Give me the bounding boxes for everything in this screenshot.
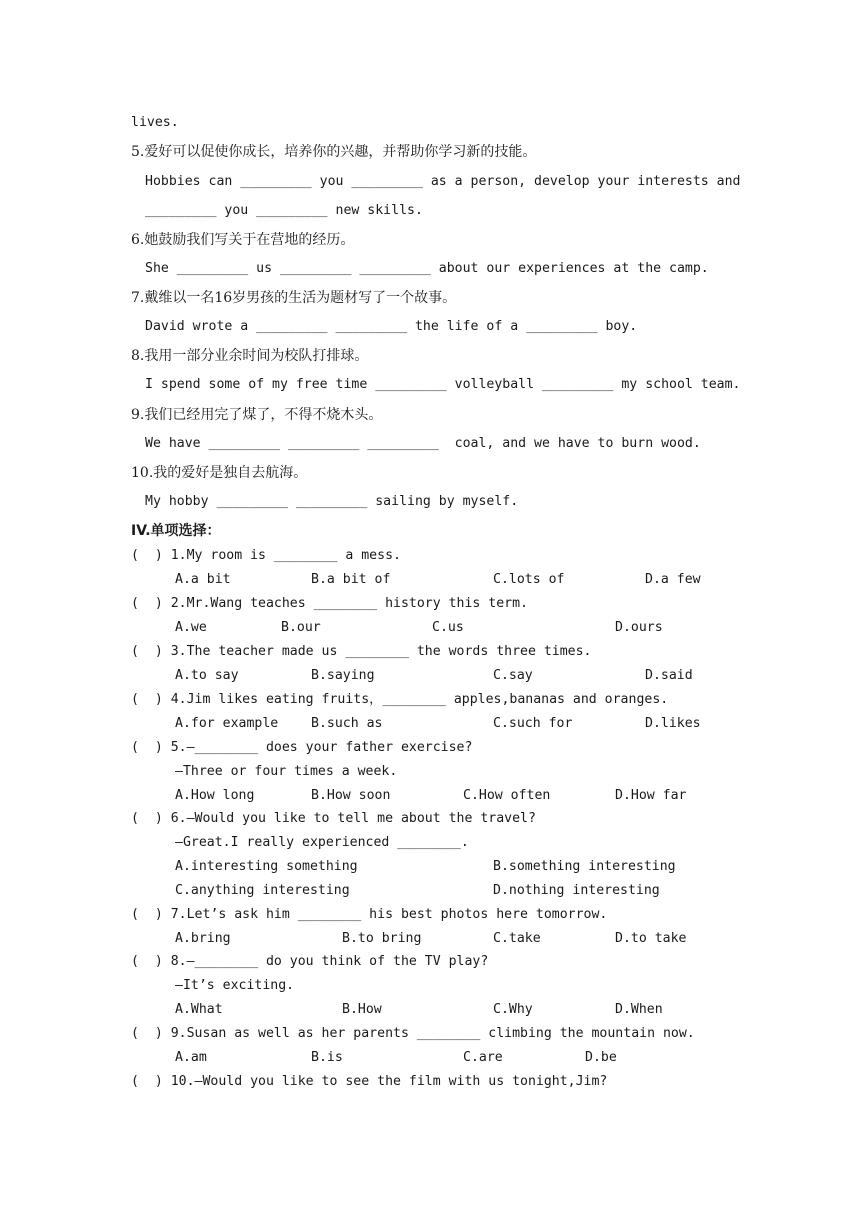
mcq-6-option-c: C.anything interesting (175, 883, 350, 898)
mcq-4-option-c: C.such for (493, 716, 573, 731)
mcq-2-option-c: C.us (432, 620, 464, 635)
mcq-6-option-a: A.interesting something (175, 859, 358, 874)
mcq-9-stem: ( ) 9.Susan as well as her parents ________ climbing the mountain now. (131, 1026, 695, 1041)
q9-english: We have _________ _________ _________ coal, and we have to burn wood. (145, 436, 701, 451)
mcq-2-stem: ( ) 2.Mr.Wang teaches ________ history this term. (131, 596, 528, 611)
q7-chinese: 7.戴维以一名16岁男孩的生活为题材写了一个故事。 (131, 290, 457, 306)
prev-question-tail: lives. (131, 115, 179, 130)
q7-english: David wrote a _________ _________ the life of a _________ boy. (145, 319, 638, 334)
mcq-2-option-a: A.we (175, 620, 207, 635)
mcq-9-option-b: B.is (311, 1050, 343, 1065)
mcq-4-stem: ( ) 4.Jim likes eating fruits，________ apples,bananas and oranges. (131, 692, 669, 707)
mcq-8-dialogue: —It’s exciting. (175, 978, 295, 993)
q6-english: She _________ us _________ _________ about our experiences at the camp. (145, 261, 709, 276)
mcq-8-stem: ( ) 8.—________ do you think of the TV play? (131, 954, 489, 969)
q8-english: I spend some of my free time _________ volleyball _________ my school team. (145, 377, 741, 392)
mcq-8-option-d: D.When (615, 1002, 663, 1017)
q10-english: My hobby _________ _________ sailing by myself. (145, 494, 519, 509)
mcq-1-option-a: A.a bit (175, 572, 231, 587)
section-heading: IV.单项选择： (131, 523, 221, 539)
mcq-8-option-b: B.How (342, 1002, 382, 1017)
q9-chinese: 9.我们已经用完了煤了，不得不烧木头。 (131, 407, 383, 423)
mcq-6-option-b: B.something interesting (493, 859, 676, 874)
mcq-4-option-a: A.for example (175, 716, 279, 731)
mcq-10-stem: ( ) 10.—Would you like to see the film with us tonight,Jim? (131, 1074, 608, 1089)
mcq-5-stem: ( ) 5.—________ does your father exercise? (131, 740, 473, 755)
mcq-6-option-d: D.nothing interesting (493, 883, 660, 898)
q10-chinese: 10.我的爱好是独自去航海。 (131, 465, 308, 481)
q6-chinese: 6.她鼓励我们写关于在营地的经历。 (131, 232, 355, 248)
mcq-8-option-c: C.Why (493, 1002, 533, 1017)
mcq-2-option-d: D.ours (615, 620, 663, 635)
mcq-9-option-d: D.be (585, 1050, 617, 1065)
mcq-5-option-b: B.How soon (311, 788, 391, 803)
mcq-1-option-c: C.lots of (493, 572, 565, 587)
q5-english-line1: Hobbies can _________ you _________ as a person, develop your interests and (145, 174, 741, 189)
mcq-4-option-d: D.likes (645, 716, 701, 731)
mcq-5-option-a: A.How long (175, 788, 255, 803)
mcq-7-stem: ( ) 7.Let’s ask him ________ his best photos here tomorrow. (131, 907, 608, 922)
mcq-7-option-a: A.bring (175, 931, 231, 946)
mcq-3-option-d: D.said (645, 668, 693, 683)
mcq-3-option-c: C.say (493, 668, 533, 683)
mcq-5-dialogue: —Three or four times a week. (175, 764, 398, 779)
mcq-5-option-d: D.How far (615, 788, 687, 803)
q5-chinese: 5.爱好可以促使你成长，培养你的兴趣，并帮助你学习新的技能。 (131, 144, 537, 160)
mcq-7-option-b: B.to bring (342, 931, 422, 946)
q5-english-line2: _________ you _________ new skills. (145, 203, 423, 218)
mcq-3-option-a: A.to say (175, 668, 239, 683)
mcq-9-option-c: C.are (463, 1050, 503, 1065)
q8-chinese: 8.我用一部分业余时间为校队打排球。 (131, 348, 369, 364)
mcq-9-option-a: A.am (175, 1050, 207, 1065)
mcq-4-option-b: B.such as (311, 716, 383, 731)
mcq-6-stem: ( ) 6.—Would you like to tell me about the travel? (131, 811, 536, 826)
mcq-3-option-b: B.saying (311, 668, 375, 683)
mcq-2-option-b: B.our (281, 620, 321, 635)
mcq-6-dialogue: —Great.I really experienced ________. (175, 835, 469, 850)
mcq-1-option-d: D.a few (645, 572, 701, 587)
mcq-7-option-c: C.take (493, 931, 541, 946)
mcq-7-option-d: D.to take (615, 931, 687, 946)
mcq-5-option-c: C.How often (463, 788, 551, 803)
mcq-8-option-a: A.What (175, 1002, 223, 1017)
mcq-1-stem: ( ) 1.My room is ________ a mess. (131, 548, 401, 563)
mcq-1-option-b: B.a bit of (311, 572, 391, 587)
mcq-3-stem: ( ) 3.The teacher made us ________ the words three times. (131, 644, 592, 659)
